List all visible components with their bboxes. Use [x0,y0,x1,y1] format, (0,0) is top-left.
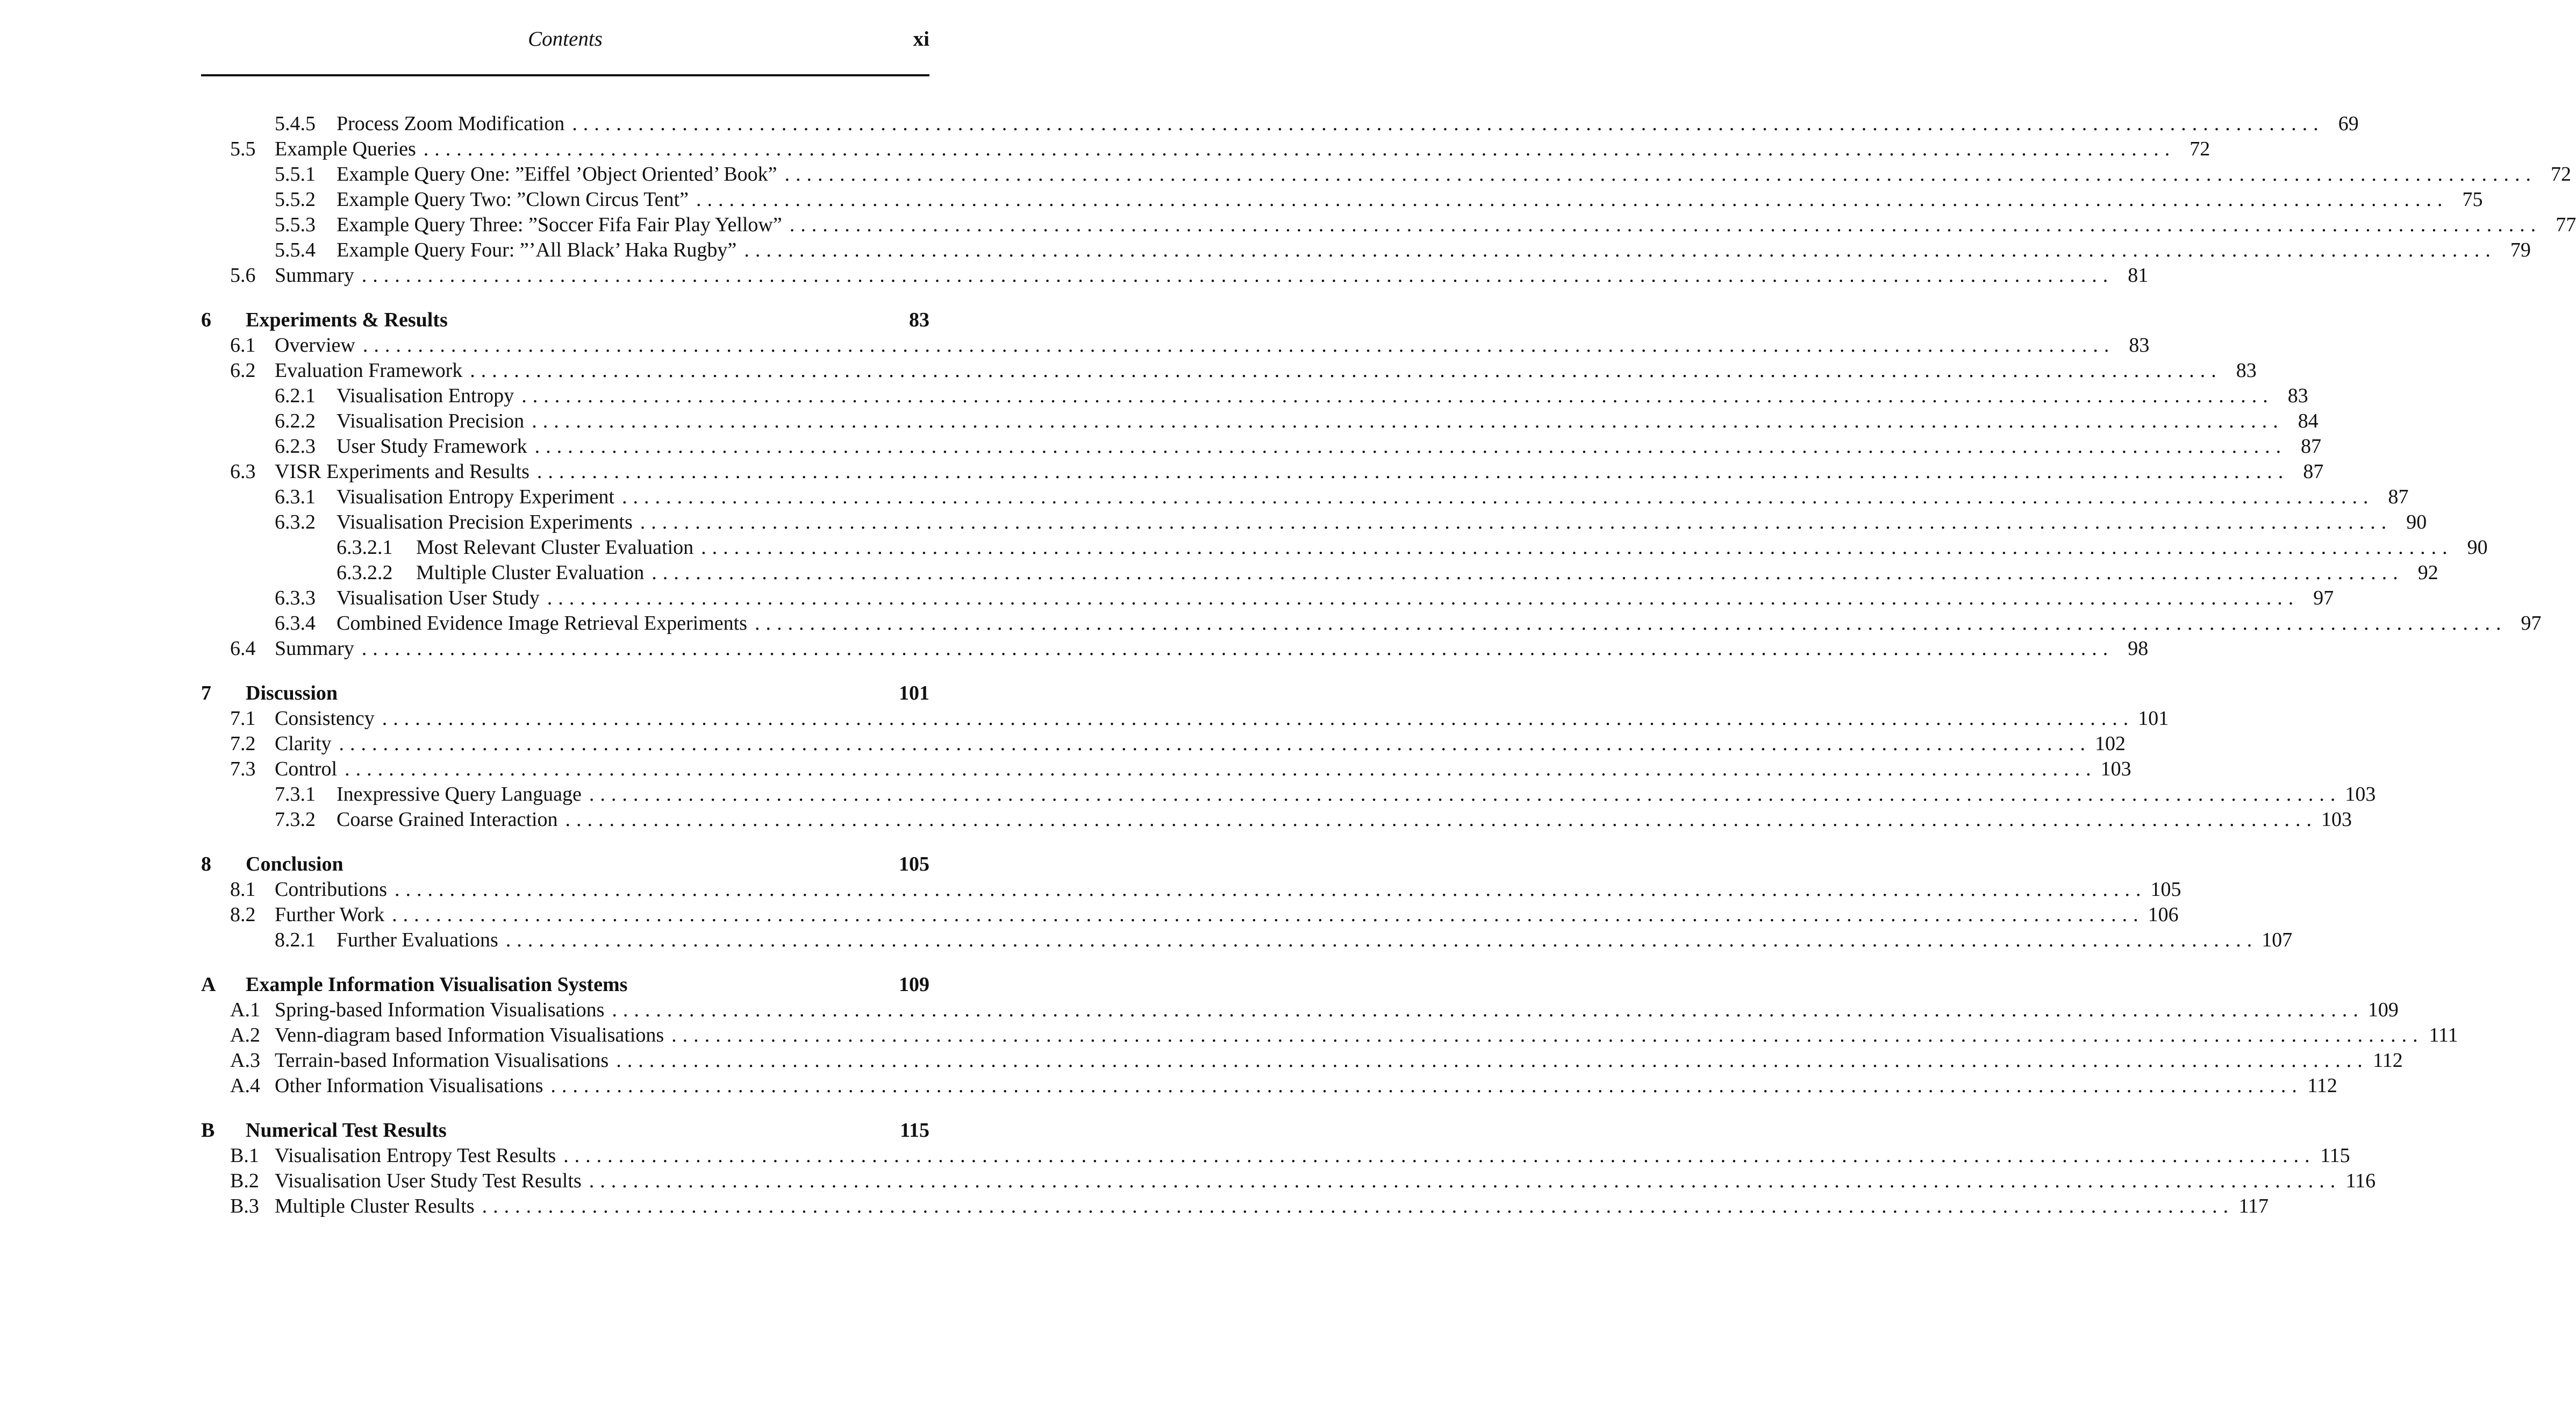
toc-title: Conclusion [246,853,344,875]
toc-chapter-entry[interactable] [201,308,929,333]
toc-title: Control [275,758,338,780]
toc-number: 5.5.4 [275,239,316,261]
dot-leader: ............................................................................................................................................................... [640,511,2393,533]
toc-page-number: 111 [2429,1024,2458,1046]
dot-leader: ............................................................................................................................................................... [671,1024,2424,1046]
toc-entry[interactable] [201,706,2169,731]
toc-entry[interactable] [201,212,2576,238]
toc-title: Numerical Test Results [246,1119,447,1142]
header-rule [201,74,929,76]
toc-title: Venn-diagram based Information Visualisations [275,1024,664,1046]
toc-number: 6.3.2.2 [337,561,393,584]
dot-leader: ............................................................................................................................................................... [395,878,2147,901]
toc-title: Overview [275,334,355,357]
toc-page-number: 98 [2128,637,2149,660]
toc-entry[interactable] [201,238,2531,263]
toc-entry[interactable] [201,877,2181,902]
running-title: Contents [528,27,603,51]
toc-page-number: 115 [900,1119,929,1142]
toc-page-number: 77 [2556,213,2576,236]
toc-title: Contributions [275,878,388,901]
dot-leader: ............................................................................................................................................................... [536,460,2289,483]
toc-number: 5.6 [230,264,256,287]
page-number: xi [913,27,929,51]
toc-title: Visualisation User Study Test Results [275,1170,582,1192]
toc-page-number: 103 [2345,783,2376,806]
toc-title: Visualisation Precision [337,410,525,432]
toc-number: 6.2.3 [275,435,316,458]
toc-page-number: 75 [2462,188,2483,211]
toc-page-number: 83 [2236,359,2257,382]
toc-number: B [201,1119,215,1142]
toc-entry[interactable] [201,782,2376,807]
toc-chapter-entry[interactable] [201,1118,929,1143]
toc-title: Example Query Two: ”Clown Circus Tent” [337,188,689,211]
toc-page-number: 83 [2287,384,2308,407]
toc-page-number: 105 [899,853,929,875]
toc-page-number: 102 [2095,732,2126,755]
toc-entry[interactable] [201,1143,2350,1168]
dot-leader: ............................................................................................................................................................... [612,999,2364,1021]
toc-number: 7.3.1 [275,783,316,806]
dot-leader: ............................................................................................................................................................... [505,929,2258,951]
toc-entry[interactable] [201,757,2131,782]
dot-leader: ............................................................................................................................................................... [789,213,2542,236]
toc-entry[interactable] [201,434,2322,459]
dot-leader: ............................................................................................................................................................... [754,612,2507,635]
toc-page-number: 90 [2406,511,2427,533]
toc-entry[interactable] [201,560,2438,586]
toc-title: Evaluation Framework [275,359,463,382]
toc-title: Visualisation Entropy Experiment [337,486,614,508]
toc-page-number: 101 [899,682,929,704]
dot-leader: ............................................................................................................................................................... [521,384,2274,407]
toc-number: 6.1 [230,334,256,357]
toc-entry[interactable] [201,731,2126,757]
dot-leader: ............................................................................................................................................................... [744,239,2496,261]
toc-title: Example Query Four: ”’All Black’ Haka Rugby” [337,239,737,261]
dot-leader: ............................................................................................................................................................... [382,707,2135,730]
toc-number: B.1 [230,1144,259,1167]
toc-title: Experiments & Results [246,309,448,331]
toc-title: Spring-based Information Visualisations [275,999,605,1021]
toc-entry[interactable] [201,586,2334,611]
toc-page-number: 81 [2128,264,2149,287]
toc-entry[interactable] [201,187,2483,212]
dot-leader: ............................................................................................................................................................... [339,732,2092,755]
dot-leader: ............................................................................................................................................................... [362,334,2115,357]
toc-page-number: 103 [2321,808,2352,831]
toc-entry[interactable] [201,998,2399,1023]
toc-page-number: 116 [2345,1170,2376,1192]
toc-page-number: 90 [2467,536,2488,559]
toc-page-number: 87 [2301,435,2322,458]
toc-entry[interactable] [201,484,2409,510]
dot-leader: ............................................................................................................................................................... [572,112,2324,135]
toc-page-number: 97 [2521,612,2542,635]
toc-entry[interactable] [201,636,2149,661]
toc-page-number: 72 [2551,163,2572,186]
toc-number: A.4 [230,1074,260,1097]
dot-leader: ............................................................................................................................................................... [565,808,2317,831]
dot-leader: ............................................................................................................................................................... [616,1049,2369,1072]
toc-entry[interactable] [201,928,2293,953]
toc-number: 7 [201,682,211,704]
toc-entry[interactable] [201,162,2572,187]
toc-page-number: 101 [2138,707,2169,730]
toc-entry[interactable] [201,1048,2403,1073]
toc-number: 7.2 [230,732,256,755]
toc-number: 5.5.1 [275,163,316,186]
toc-title: Terrain-based Information Visualisations [275,1049,609,1072]
toc-number: 6.4 [230,637,256,660]
toc-title: VISR Experiments and Results [275,460,529,483]
toc-number: 8.2 [230,903,256,926]
toc-number: 6 [201,309,211,331]
toc-number: 6.3.3 [275,587,316,609]
dot-leader: ............................................................................................................................................................... [784,163,2537,186]
toc-number: 7.3.2 [275,808,316,831]
toc-number: 6.3.4 [275,612,316,635]
toc-chapter-entry[interactable] [201,972,929,998]
toc-title: Most Relevant Cluster Evaluation [416,536,694,559]
dot-leader: ............................................................................................................................................................... [361,264,2114,287]
toc-page-number: 83 [2129,334,2150,357]
toc-page-number: 72 [2189,138,2210,160]
toc-title: Visualisation User Study [337,587,540,609]
toc-page-number: 112 [2373,1049,2403,1072]
toc-entry[interactable] [201,358,2257,383]
toc-title: Other Information Visualisations [275,1074,543,1097]
toc-title: Summary [275,637,354,660]
toc-title: Further Work [275,903,385,926]
toc-entry[interactable] [201,535,2488,560]
toc-title: Combined Evidence Image Retrieval Experiments [337,612,747,635]
toc-page-number: 92 [2417,561,2438,584]
toc-chapter-entry[interactable] [201,852,929,877]
toc-title: Multiple Cluster Results [275,1195,475,1217]
toc-entry[interactable] [201,383,2308,409]
toc-page-number: 79 [2510,239,2531,261]
toc-entry[interactable] [201,1168,2376,1194]
dot-leader: ............................................................................................................................................................... [345,758,2097,780]
toc-number: 8.1 [230,878,256,901]
toc-number: 7.1 [230,707,256,730]
toc-title: Summary [275,264,354,287]
toc-number: 6.3 [230,460,256,483]
toc-number: 5.5 [230,138,256,160]
toc-title: Further Evaluations [337,929,498,951]
toc-number: 6.3.1 [275,486,316,508]
toc-entry[interactable] [201,902,2179,928]
toc-number: B.3 [230,1195,259,1217]
toc-title: Process Zoom Modification [337,112,565,135]
dot-leader: ............................................................................................................................................................... [470,359,2222,382]
toc-title: Example Query Three: ”Soccer Fifa Fair Play Yellow” [337,213,782,236]
toc-title: Coarse Grained Interaction [337,808,558,831]
toc-number: 6.2 [230,359,256,382]
toc-number: 8.2.1 [275,929,316,951]
toc-page-number: 87 [2303,460,2324,483]
dot-leader: ............................................................................................................................................................... [550,1074,2303,1097]
toc-title: Example Information Visualisation Systems [246,973,628,996]
toc-entry[interactable] [201,510,2427,535]
toc-page-number: 109 [2367,999,2399,1021]
toc-page-number: 109 [899,973,929,996]
toc-title: Consistency [275,707,375,730]
toc-title: Inexpressive Query Language [337,783,582,806]
toc-number: A.1 [230,999,260,1021]
toc-number: 5.5.3 [275,213,316,236]
toc-number: 7.3 [230,758,256,780]
toc-page-number: 107 [2262,929,2293,951]
dot-leader: ............................................................................................................................................................... [547,587,2300,609]
toc-title: Example Query One: ”Eiffel ’Object Oriented’ Book” [337,163,777,186]
toc-entry[interactable] [201,807,2352,832]
toc-number: A.3 [230,1049,260,1072]
dot-leader: ............................................................................................................................................................... [589,1170,2342,1192]
toc-title: Visualisation Entropy [337,384,514,407]
toc-title: User Study Framework [337,435,527,458]
dot-leader: ............................................................................................................................................................... [423,138,2176,160]
toc-entry[interactable] [201,333,2150,358]
toc-entry[interactable] [201,263,2149,288]
dot-leader: ............................................................................................................................................................... [532,410,2284,432]
toc-page-number: 87 [2388,486,2409,508]
toc-number: A [201,973,216,996]
dot-leader: ............................................................................................................................................................... [652,561,2404,584]
toc-page-number: 117 [2238,1195,2269,1217]
toc-entry[interactable] [201,111,2359,137]
dot-leader: ............................................................................................................................................................... [482,1195,2235,1217]
dot-leader: ............................................................................................................................................................... [563,1144,2316,1167]
toc-page-number: 106 [2148,903,2179,926]
toc-number: 5.4.5 [275,112,316,135]
toc-entry[interactable] [201,1194,2269,1219]
dot-leader: ............................................................................................................................................................... [696,188,2449,211]
dot-leader: ............................................................................................................................................................... [361,637,2114,660]
dot-leader: ............................................................................................................................................................... [621,486,2374,508]
toc-title: Visualisation Entropy Test Results [275,1144,556,1167]
toc-number: B.2 [230,1170,259,1192]
page-header [201,26,929,53]
toc-number: 6.3.2.1 [337,536,393,559]
toc-number: 6.3.2 [275,511,316,533]
toc-page-number: 97 [2313,587,2334,609]
dot-leader: ............................................................................................................................................................... [392,903,2144,926]
toc-number: 6.2.2 [275,410,316,432]
dot-leader: ............................................................................................................................................................... [534,435,2287,458]
toc-number: A.2 [230,1024,260,1046]
toc-entry[interactable] [201,459,2324,484]
toc-page-number: 83 [909,309,929,331]
toc-page-number: 115 [2320,1144,2350,1167]
toc-page-number: 103 [2100,758,2131,780]
toc-entry[interactable] [201,1023,2458,1048]
toc-number: 6.2.1 [275,384,316,407]
toc-number: 5.5.2 [275,188,316,211]
toc-title: Example Queries [275,138,416,160]
toc-title: Visualisation Precision Experiments [337,511,633,533]
table-of-contents [201,111,2576,1219]
toc-entry[interactable] [201,409,2319,434]
toc-chapter-entry[interactable] [201,681,929,706]
toc-page-number: 112 [2307,1074,2337,1097]
toc-entry[interactable] [201,1073,2337,1099]
toc-page-number: 69 [2338,112,2359,135]
toc-title: Clarity [275,732,332,755]
toc-entry[interactable] [201,137,2210,162]
dot-leader: ............................................................................................................................................................... [701,536,2453,559]
toc-entry[interactable] [201,611,2542,636]
toc-page-number: 105 [2150,878,2181,901]
toc-number: 8 [201,853,211,875]
toc-title: Discussion [246,682,338,704]
toc-title: Multiple Cluster Evaluation [416,561,645,584]
dot-leader: ............................................................................................................................................................... [589,783,2342,806]
toc-page-number: 84 [2298,410,2319,432]
